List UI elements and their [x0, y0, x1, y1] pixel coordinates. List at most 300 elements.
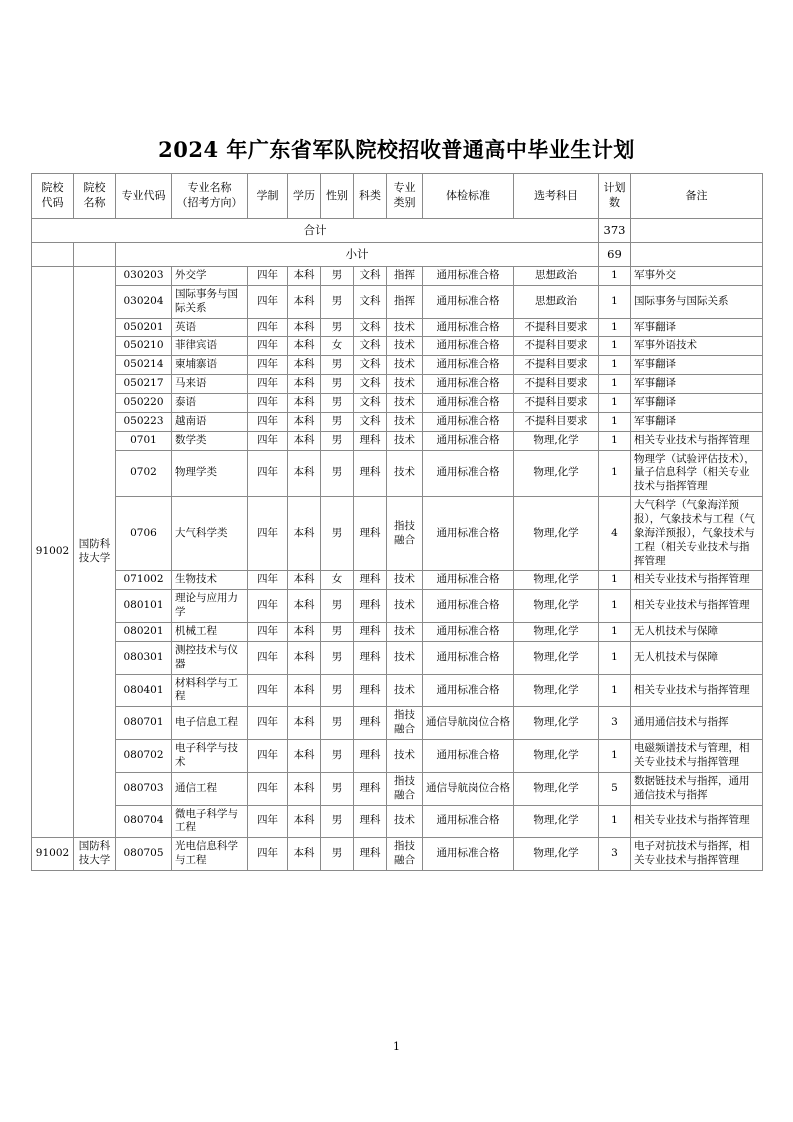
- cell-remark: 军事外语技术: [631, 337, 763, 356]
- cell-physical: 通用标准合格: [423, 740, 514, 773]
- column-header-major-code: [116, 174, 172, 219]
- cell-system: 四年: [248, 571, 288, 590]
- cell-subject: 不提科目要求: [514, 394, 599, 413]
- cell-category: 理科: [354, 838, 387, 871]
- cell-physical: 通用标准合格: [423, 394, 514, 413]
- table-row: [32, 375, 763, 394]
- cell-category: 理科: [354, 431, 387, 450]
- cell-gender: 男: [321, 375, 354, 394]
- cell-major-type: 指技融合: [387, 838, 423, 871]
- subtotal-school-code: [32, 243, 74, 267]
- cell-category: 理科: [354, 623, 387, 642]
- cell-remark: 军事翻译: [631, 318, 763, 337]
- cell-degree: 本科: [288, 450, 321, 497]
- cell-remark: 相关专业技术与指挥管理: [631, 571, 763, 590]
- cell-physical: 通用标准合格: [423, 450, 514, 497]
- cell-major-name: 英语: [172, 318, 248, 337]
- cell-major-type: 指挥: [387, 267, 423, 286]
- cell-major-code: 080701: [116, 707, 172, 740]
- table-header-row: [32, 174, 763, 219]
- cell-gender: 男: [321, 497, 354, 571]
- subtotal-remark: [631, 243, 763, 267]
- cell-plan-count: 1: [599, 805, 631, 838]
- cell-system: 四年: [248, 590, 288, 623]
- cell-subject: 物理,化学: [514, 497, 599, 571]
- cell-major-type: 技术: [387, 394, 423, 413]
- cell-school-name: 国防科技大学: [74, 838, 116, 871]
- cell-remark: 数据链技术与指挥，通用通信技术与指挥: [631, 772, 763, 805]
- cell-remark: 军事翻译: [631, 394, 763, 413]
- cell-plan-count: 1: [599, 318, 631, 337]
- cell-subject: 不提科目要求: [514, 318, 599, 337]
- table-row: [32, 431, 763, 450]
- cell-subject: 物理,化学: [514, 641, 599, 674]
- cell-system: 四年: [248, 674, 288, 707]
- column-header-major-name: [172, 174, 248, 219]
- cell-subject: 物理,化学: [514, 623, 599, 642]
- cell-category: 文科: [354, 285, 387, 318]
- cell-plan-count: 1: [599, 431, 631, 450]
- cell-system: 四年: [248, 285, 288, 318]
- cell-major-type: 技术: [387, 356, 423, 375]
- cell-physical: 通用标准合格: [423, 431, 514, 450]
- cell-category: 理科: [354, 772, 387, 805]
- column-header-remark: [631, 174, 763, 219]
- cell-system: 四年: [248, 450, 288, 497]
- cell-physical: 通信导航岗位合格: [423, 707, 514, 740]
- cell-plan-count: 1: [599, 623, 631, 642]
- table-row: [32, 356, 763, 375]
- cell-major-type: 技术: [387, 375, 423, 394]
- cell-major-name: 电子科学与技术: [172, 740, 248, 773]
- header-line: （招考方向）: [176, 196, 243, 209]
- table-row: [32, 590, 763, 623]
- table-row: [32, 267, 763, 286]
- cell-system: 四年: [248, 267, 288, 286]
- table-row: [32, 497, 763, 571]
- cell-degree: 本科: [288, 674, 321, 707]
- cell-subject: 物理,化学: [514, 740, 599, 773]
- table-row: [32, 838, 763, 871]
- header-line: 院校: [41, 181, 64, 195]
- page-number: 1: [393, 1040, 400, 1053]
- header-line: 院校: [83, 181, 106, 195]
- cell-category: 文科: [354, 375, 387, 394]
- cell-major-type: 技术: [387, 641, 423, 674]
- cell-physical: 通用标准合格: [423, 674, 514, 707]
- cell-major-code: 080703: [116, 772, 172, 805]
- cell-major-name: 菲律宾语: [172, 337, 248, 356]
- cell-school-name: 国防科技大学: [74, 267, 116, 838]
- cell-gender: 男: [321, 623, 354, 642]
- cell-subject: 物理,化学: [514, 805, 599, 838]
- cell-major-type: 指技融合: [387, 497, 423, 571]
- cell-category: 文科: [354, 337, 387, 356]
- cell-physical: 通用标准合格: [423, 641, 514, 674]
- column-header-school-name: [74, 174, 116, 219]
- cell-remark: 无人机技术与保障: [631, 623, 763, 642]
- cell-remark: 军事翻译: [631, 356, 763, 375]
- cell-system: 四年: [248, 838, 288, 871]
- header-line: 备注: [685, 188, 708, 202]
- subtotal-count: 69: [599, 243, 631, 267]
- cell-physical: 通用标准合格: [423, 838, 514, 871]
- cell-category: 文科: [354, 318, 387, 337]
- cell-degree: 本科: [288, 431, 321, 450]
- cell-major-type: 技术: [387, 590, 423, 623]
- table-body: [32, 219, 763, 871]
- header-line: 名称: [83, 196, 106, 209]
- cell-major-type: 技术: [387, 318, 423, 337]
- cell-plan-count: 1: [599, 450, 631, 497]
- cell-system: 四年: [248, 412, 288, 431]
- table-row: [32, 450, 763, 497]
- cell-category: 文科: [354, 412, 387, 431]
- cell-category: 理科: [354, 571, 387, 590]
- cell-gender: 男: [321, 267, 354, 286]
- cell-category: 理科: [354, 740, 387, 773]
- cell-physical: 通用标准合格: [423, 412, 514, 431]
- admission-plan-table: [31, 173, 763, 871]
- subtotal-row: [32, 243, 763, 267]
- header-line: 科类: [359, 188, 381, 202]
- cell-major-code: 050217: [116, 375, 172, 394]
- cell-category: 文科: [354, 356, 387, 375]
- header-line: 数: [609, 196, 620, 209]
- cell-major-code: 050223: [116, 412, 172, 431]
- cell-category: 理科: [354, 590, 387, 623]
- cell-subject: 不提科目要求: [514, 412, 599, 431]
- cell-major-name: 光电信息科学与工程: [172, 838, 248, 871]
- cell-major-name: 物理学类: [172, 450, 248, 497]
- cell-subject: 物理,化学: [514, 838, 599, 871]
- cell-major-code: 050214: [116, 356, 172, 375]
- cell-remark: 相关专业技术与指挥管理: [631, 431, 763, 450]
- cell-major-type: 技术: [387, 412, 423, 431]
- table-row: [32, 571, 763, 590]
- cell-remark: 电磁频谱技术与管理，相关专业技术与指挥管理: [631, 740, 763, 773]
- cell-physical: 通用标准合格: [423, 623, 514, 642]
- cell-category: 理科: [354, 707, 387, 740]
- cell-physical: 通用标准合格: [423, 318, 514, 337]
- cell-subject: 思想政治: [514, 285, 599, 318]
- cell-degree: 本科: [288, 394, 321, 413]
- cell-major-name: 理论与应用力学: [172, 590, 248, 623]
- cell-physical: 通用标准合格: [423, 590, 514, 623]
- total-count: 373: [599, 219, 631, 243]
- cell-major-name: 越南语: [172, 412, 248, 431]
- cell-category: 理科: [354, 497, 387, 571]
- header-line: 学历: [293, 188, 315, 202]
- cell-major-name: 电子信息工程: [172, 707, 248, 740]
- cell-plan-count: 1: [599, 356, 631, 375]
- cell-subject: 不提科目要求: [514, 337, 599, 356]
- cell-degree: 本科: [288, 571, 321, 590]
- cell-major-name: 生物技术: [172, 571, 248, 590]
- cell-major-code: 080705: [116, 838, 172, 871]
- cell-system: 四年: [248, 337, 288, 356]
- cell-major-name: 材料科学与工程: [172, 674, 248, 707]
- cell-category: 理科: [354, 805, 387, 838]
- cell-gender: 男: [321, 285, 354, 318]
- cell-physical: 通用标准合格: [423, 805, 514, 838]
- cell-gender: 男: [321, 805, 354, 838]
- cell-system: 四年: [248, 805, 288, 838]
- cell-plan-count: 5: [599, 772, 631, 805]
- cell-degree: 本科: [288, 318, 321, 337]
- header-line: 代码: [41, 196, 64, 209]
- cell-plan-count: 1: [599, 641, 631, 674]
- cell-major-code: 050220: [116, 394, 172, 413]
- cell-physical: 通用标准合格: [423, 571, 514, 590]
- cell-system: 四年: [248, 356, 288, 375]
- header-line: 专业代码: [121, 188, 166, 202]
- table-row: [32, 707, 763, 740]
- cell-gender: 男: [321, 707, 354, 740]
- cell-major-type: 技术: [387, 740, 423, 773]
- subtotal-school-name: [74, 243, 116, 267]
- total-row: [32, 219, 763, 243]
- header-line: 体检标准: [446, 188, 490, 202]
- cell-category: 文科: [354, 267, 387, 286]
- cell-degree: 本科: [288, 267, 321, 286]
- cell-subject: 物理,化学: [514, 772, 599, 805]
- cell-system: 四年: [248, 431, 288, 450]
- cell-degree: 本科: [288, 497, 321, 571]
- cell-major-code: 080702: [116, 740, 172, 773]
- cell-system: 四年: [248, 772, 288, 805]
- cell-major-code: 030204: [116, 285, 172, 318]
- cell-gender: 男: [321, 740, 354, 773]
- cell-remark: 无人机技术与保障: [631, 641, 763, 674]
- cell-subject: 物理,化学: [514, 571, 599, 590]
- cell-major-name: 马来语: [172, 375, 248, 394]
- cell-plan-count: 1: [599, 740, 631, 773]
- cell-plan-count: 1: [599, 337, 631, 356]
- cell-remark: 电子对抗技术与指挥，相关专业技术与指挥管理: [631, 838, 763, 871]
- cell-category: 文科: [354, 394, 387, 413]
- column-header-school-code: [32, 174, 74, 219]
- cell-remark: 相关专业技术与指挥管理: [631, 674, 763, 707]
- header-line: 类别: [393, 196, 416, 209]
- table-row: [32, 772, 763, 805]
- header-line: 专业名称: [187, 181, 232, 195]
- table-row: [32, 641, 763, 674]
- cell-degree: 本科: [288, 641, 321, 674]
- subtotal-label: 小计: [116, 243, 599, 267]
- table-row: [32, 623, 763, 642]
- cell-subject: 思想政治: [514, 267, 599, 286]
- cell-subject: 物理,化学: [514, 431, 599, 450]
- cell-subject: 不提科目要求: [514, 356, 599, 375]
- table-row: [32, 394, 763, 413]
- cell-gender: 男: [321, 838, 354, 871]
- cell-degree: 本科: [288, 285, 321, 318]
- cell-plan-count: 4: [599, 497, 631, 571]
- cell-physical: 通用标准合格: [423, 375, 514, 394]
- cell-major-name: 测控技术与仪器: [172, 641, 248, 674]
- column-header-gender: [321, 174, 354, 219]
- page-title: 2024 年广东省军队院校招收普通高中毕业生计划: [158, 137, 635, 162]
- cell-major-code: 050210: [116, 337, 172, 356]
- cell-major-type: 技术: [387, 337, 423, 356]
- header-line: 选考科目: [534, 188, 578, 202]
- cell-remark: 军事翻译: [631, 412, 763, 431]
- cell-major-type: 技术: [387, 674, 423, 707]
- cell-gender: 男: [321, 674, 354, 707]
- cell-category: 理科: [354, 641, 387, 674]
- cell-gender: 男: [321, 394, 354, 413]
- cell-plan-count: 1: [599, 375, 631, 394]
- cell-major-code: 080201: [116, 623, 172, 642]
- cell-degree: 本科: [288, 590, 321, 623]
- cell-major-type: 技术: [387, 571, 423, 590]
- cell-system: 四年: [248, 623, 288, 642]
- cell-remark: 国际事务与国际关系: [631, 285, 763, 318]
- header-line: 学制: [256, 188, 279, 202]
- cell-major-type: 技术: [387, 431, 423, 450]
- cell-major-code: 0702: [116, 450, 172, 497]
- header-line: 计划: [603, 181, 626, 195]
- cell-plan-count: 1: [599, 394, 631, 413]
- cell-degree: 本科: [288, 356, 321, 375]
- cell-physical: 通用标准合格: [423, 267, 514, 286]
- cell-major-name: 外交学: [172, 267, 248, 286]
- cell-major-code: 080401: [116, 674, 172, 707]
- column-header-major-type: [387, 174, 423, 219]
- cell-major-type: 指技融合: [387, 707, 423, 740]
- cell-degree: 本科: [288, 707, 321, 740]
- cell-subject: 物理,化学: [514, 590, 599, 623]
- cell-physical: 通用标准合格: [423, 285, 514, 318]
- cell-major-code: 080301: [116, 641, 172, 674]
- cell-major-type: 技术: [387, 805, 423, 838]
- table-row: [32, 805, 763, 838]
- cell-subject: 物理,化学: [514, 674, 599, 707]
- cell-gender: 女: [321, 571, 354, 590]
- cell-gender: 男: [321, 318, 354, 337]
- cell-degree: 本科: [288, 337, 321, 356]
- cell-system: 四年: [248, 641, 288, 674]
- header-line: 专业: [393, 181, 416, 195]
- cell-system: 四年: [248, 707, 288, 740]
- cell-major-code: 0706: [116, 497, 172, 571]
- cell-gender: 男: [321, 641, 354, 674]
- cell-degree: 本科: [288, 740, 321, 773]
- cell-major-name: 大气科学类: [172, 497, 248, 571]
- column-header-physical-standard: [423, 174, 514, 219]
- cell-degree: 本科: [288, 412, 321, 431]
- cell-system: 四年: [248, 740, 288, 773]
- cell-plan-count: 1: [599, 267, 631, 286]
- cell-gender: 男: [321, 431, 354, 450]
- cell-remark: 相关专业技术与指挥管理: [631, 805, 763, 838]
- cell-gender: 男: [321, 772, 354, 805]
- cell-system: 四年: [248, 318, 288, 337]
- cell-subject: 物理,化学: [514, 450, 599, 497]
- column-header-category: [354, 174, 387, 219]
- cell-physical: 通信导航岗位合格: [423, 772, 514, 805]
- total-label: 合计: [32, 219, 599, 243]
- cell-major-code: 080704: [116, 805, 172, 838]
- cell-major-name: 数学类: [172, 431, 248, 450]
- cell-gender: 男: [321, 590, 354, 623]
- table-row: [32, 337, 763, 356]
- cell-remark: 物理学（试验评估技术），量子信息科学（相关专业技术与指挥管理: [631, 450, 763, 497]
- cell-system: 四年: [248, 394, 288, 413]
- cell-plan-count: 3: [599, 707, 631, 740]
- header-line: 性别: [326, 188, 348, 202]
- cell-major-name: 微电子科学与工程: [172, 805, 248, 838]
- cell-plan-count: 1: [599, 285, 631, 318]
- cell-plan-count: 1: [599, 590, 631, 623]
- cell-major-name: 通信工程: [172, 772, 248, 805]
- cell-major-code: 080101: [116, 590, 172, 623]
- column-header-elective-subject: [514, 174, 599, 219]
- column-header-degree: [288, 174, 321, 219]
- cell-physical: 通用标准合格: [423, 497, 514, 571]
- cell-physical: 通用标准合格: [423, 356, 514, 375]
- cell-subject: 不提科目要求: [514, 375, 599, 394]
- cell-subject: 物理,化学: [514, 707, 599, 740]
- table-row: [32, 674, 763, 707]
- cell-physical: 通用标准合格: [423, 337, 514, 356]
- cell-major-name: 泰语: [172, 394, 248, 413]
- cell-major-code: 030203: [116, 267, 172, 286]
- cell-major-name: 国际事务与国际关系: [172, 285, 248, 318]
- cell-major-code: 0701: [116, 431, 172, 450]
- table-row: [32, 412, 763, 431]
- cell-plan-count: 1: [599, 674, 631, 707]
- cell-school-code: 91002: [32, 838, 74, 871]
- table-row: [32, 740, 763, 773]
- cell-degree: 本科: [288, 838, 321, 871]
- cell-major-type: 指技融合: [387, 772, 423, 805]
- column-header-plan-count: [599, 174, 631, 219]
- table-row: [32, 285, 763, 318]
- cell-remark: 相关专业技术与指挥管理: [631, 590, 763, 623]
- cell-gender: 男: [321, 356, 354, 375]
- cell-category: 理科: [354, 450, 387, 497]
- cell-degree: 本科: [288, 375, 321, 394]
- cell-remark: 大气科学（气象海洋预报），气象技术与工程（气象海洋预报），气象技术与工程（相关专业技术与指挥管理: [631, 497, 763, 571]
- total-remark: [631, 219, 763, 243]
- cell-remark: 军事翻译: [631, 375, 763, 394]
- cell-major-type: 技术: [387, 450, 423, 497]
- cell-major-type: 技术: [387, 623, 423, 642]
- cell-remark: 军事外交: [631, 267, 763, 286]
- cell-plan-count: 1: [599, 571, 631, 590]
- cell-plan-count: 3: [599, 838, 631, 871]
- cell-degree: 本科: [288, 623, 321, 642]
- cell-system: 四年: [248, 375, 288, 394]
- column-header-system: [248, 174, 288, 219]
- cell-remark: 通用通信技术与指挥: [631, 707, 763, 740]
- cell-major-type: 指挥: [387, 285, 423, 318]
- cell-major-code: 071002: [116, 571, 172, 590]
- cell-category: 理科: [354, 674, 387, 707]
- cell-plan-count: 1: [599, 412, 631, 431]
- cell-degree: 本科: [288, 805, 321, 838]
- table-row: [32, 318, 763, 337]
- cell-system: 四年: [248, 497, 288, 571]
- cell-major-code: 050201: [116, 318, 172, 337]
- cell-school-code: 91002: [32, 267, 74, 838]
- cell-major-name: 机械工程: [172, 623, 248, 642]
- cell-major-name: 柬埔寨语: [172, 356, 248, 375]
- cell-degree: 本科: [288, 772, 321, 805]
- cell-gender: 男: [321, 412, 354, 431]
